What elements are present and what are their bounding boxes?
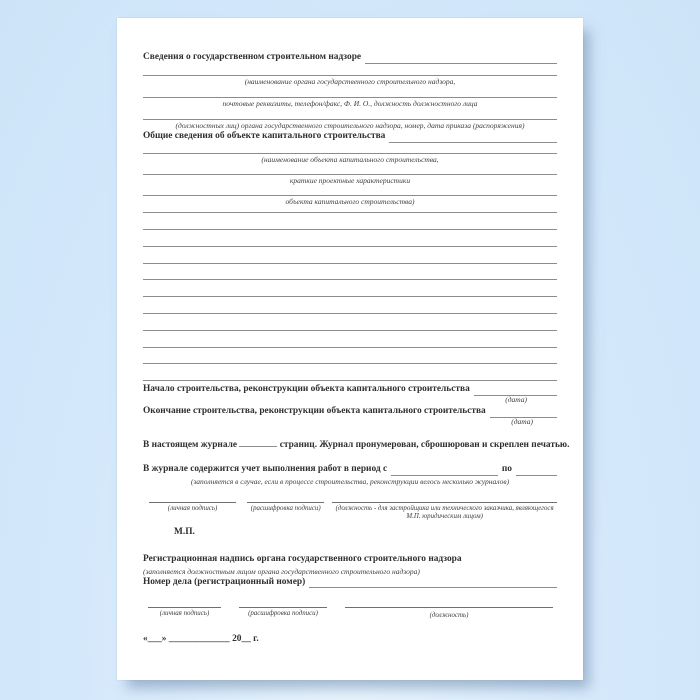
blank-line [143,297,557,314]
signature-block-2 [143,607,557,621]
signature-line [332,502,557,503]
period-to-blank [516,475,557,476]
signature-line [345,607,553,608]
journal-period-prefix: В журнале содержится учет выполнения работ в период с [143,464,388,475]
blank-line [143,348,557,365]
form-content [117,18,583,680]
signature-block-1 [143,502,557,522]
signature-caption: (расшифровка подписи) [248,610,318,618]
journal-period-row [143,464,557,476]
signature-caption: (должность - для застройщика или технического заказчика, являющегося М.П. юридическим лицом) [335,504,554,521]
supervision-title: Сведения о государственном строительном надзоре [143,52,362,62]
end-date-caption: (дата) [511,417,533,427]
stamp-label: М.П. [174,527,195,538]
blank-line [143,230,557,247]
object-caption-3: объекта капитального строительства) [285,196,415,206]
signature-line [149,502,236,503]
signature-field [345,607,553,621]
construction-start-row [143,384,557,396]
signature-caption: (личная подпись) [167,504,218,512]
construction-end-row [143,406,557,418]
registration-caption: (заполняется должностным лицом органа государственного строительного надзора) [143,566,420,576]
date-line: «___» _____________ 20__ г. [143,633,259,644]
signature-line [247,502,324,503]
journal-pages-prefix: В настоящем журнале [143,440,238,451]
blank-line [143,213,557,230]
object-blank [389,142,557,143]
object-title: Общие сведения об объекте капитального строительства [143,130,386,141]
object-caption-2: краткие проектные характеристики [289,175,411,185]
signature-line [148,607,221,608]
blank-line [143,331,557,348]
signature-field [247,502,324,514]
ruled-line [143,185,557,196]
pages-count-blank [239,437,277,447]
ruled-line [143,143,557,154]
blank-line [143,314,557,331]
ruled-line [143,64,557,76]
period-from-blank [391,475,498,476]
construction-end-label: Окончание строительства, реконструкции объекта капитального строительства [143,406,486,417]
signature-caption: (расшифровка подписи) [250,504,321,512]
ruled-line [143,108,557,120]
form-page [117,18,583,680]
supervision-caption-2: почтовые реквизиты, телефон/факс, Ф. И. О., должность должностного лица [222,98,478,108]
blank-lines [143,197,557,382]
blank-line [143,247,557,264]
supervision-blank [365,63,557,64]
signature-field [149,502,236,514]
case-number-label: Номер дела (регистрационный номер) [143,576,306,587]
object-title-row [143,131,557,143]
supervision-caption-3: (должностных лиц) органа государственного строительного надзора, номер, дата приказа (распоряжения) [175,120,525,130]
blank-line [143,364,557,381]
signature-field [239,607,327,619]
start-date-caption: (дата) [505,395,527,405]
case-number-blank [309,587,557,588]
signature-caption: (должность) [429,612,469,620]
signature-line [239,607,327,608]
journal-period-conjunction: по [501,464,512,475]
supervision-caption-1: (наименование органа государственного строительного надзора, [244,76,456,86]
blank-line [143,264,557,281]
blank-line [143,280,557,297]
case-number-row [143,577,557,589]
journal-pages-row [143,437,570,452]
supervision-title-row [143,52,557,64]
ruled-line [143,86,557,98]
signature-caption: (личная подпись) [159,610,210,618]
signature-field [148,607,221,619]
ruled-line [143,164,557,175]
object-caption-1: (наименование объекта капитального строительства, [261,154,439,164]
construction-start-label: Начало строительства, реконструкции объекта капитального строительства [143,384,470,395]
registration-title: Регистрационная надпись органа государственного строительного надзора [143,553,462,564]
journal-period-caption: (заполняется в случае, если в процессе строительства, реконструкции велось несколько журналов) [190,476,510,486]
signature-field [332,502,557,522]
journal-pages-suffix: страниц. Журнал пронумерован, сброшюрован и скреплен печатью. [279,440,570,451]
